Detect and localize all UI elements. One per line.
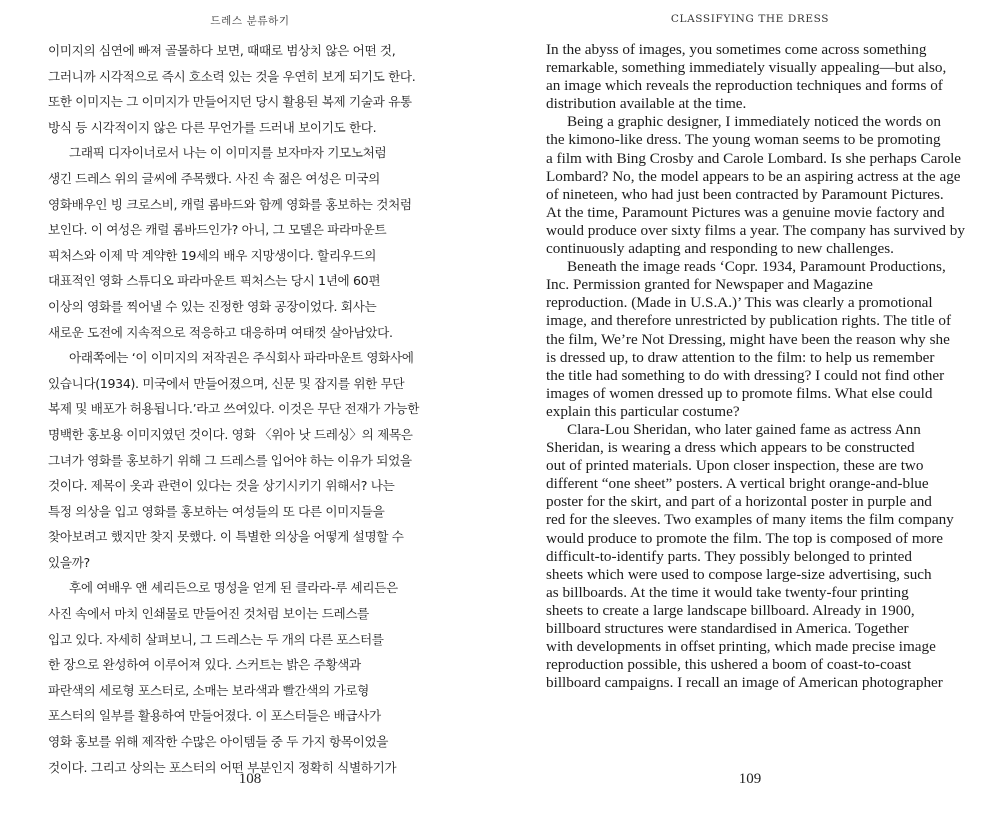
- text-line: as billboards. At the time it would take twenty-four printing: [546, 583, 909, 601]
- text-line: 영화 홍보를 위해 제작한 수많은 아이템들 중 두 가지 항목이었을: [48, 734, 389, 750]
- text-line: out of printed materials. Upon closer inspection, these are two: [546, 457, 924, 475]
- left-running-head: 드레스 분류하기: [210, 15, 290, 27]
- right-page-number: 109: [738, 771, 762, 787]
- text-line: 후에 여배우 앤 셰리든으로 명성을 얻게 된 클라라-루 셰리든은: [69, 580, 398, 596]
- text-line: 아래쪽에는 ‘이 이미지의 저작권은 주식회사 파라마운트 영화사에: [69, 350, 414, 366]
- left-page-number: 108: [238, 771, 262, 787]
- text-line: 있습니다(1934). 미국에서 만들어졌으며, 신문 및 잡지를 위한 무단: [48, 375, 405, 391]
- text-line: reproduction. (Made in U.S.A.)’ This was clearly a promotional: [546, 294, 933, 312]
- text-line: Inc. Permission granted for Newspaper and Magazine: [546, 276, 873, 294]
- text-line: of nineteen, who had just been contracted by Paramount Pictures.: [546, 185, 944, 203]
- text-line: image, and therefore unrestricted by publication rights. The title of: [546, 312, 952, 330]
- text-line: 방식 등 시각적이지 않은 다른 무언가를 드러내 보이기도 한다.: [48, 119, 377, 135]
- text-line: In the abyss of images, you sometimes come across something: [546, 41, 927, 58]
- text-line: 새로운 도전에 지속적으로 적응하고 대응하며 여태껏 살아남았다.: [48, 324, 393, 340]
- right-running-head: CLASSIFYING THE DRESS: [670, 13, 830, 25]
- text-line: 명백한 홍보용 이미지였던 것이다. 영화 〈위아 낫 드레싱〉의 제목은: [48, 426, 413, 442]
- text-line: 그러니까 시각적으로 즉시 호소력 있는 것을 우연히 보게 되기도 한다.: [48, 68, 416, 84]
- text-line: Beneath the image reads ‘Copr. 1934, Paramount Productions,: [567, 258, 946, 276]
- text-line: 포스터의 일부를 활용하여 만들어졌다. 이 포스터들은 배급사가: [48, 708, 381, 724]
- text-line: 또한 이미지는 그 이미지가 만들어지던 당시 활용된 복제 기술과 유통: [48, 94, 412, 110]
- text-line: 이상의 영화를 찍어낼 수 있는 진정한 영화 공장이었다. 회사는: [48, 298, 377, 314]
- text-line: distribution available at the time.: [546, 95, 747, 113]
- text-line: with developments in offset printing, which made precise image: [546, 638, 936, 656]
- text-line: 이미지의 심연에 빠져 골몰하다 보면, 때때로 범상치 않은 어떤 것,: [48, 43, 396, 58]
- text-line: 픽처스와 이제 막 계약한 19세의 배우 지망생이다. 할리우드의: [48, 247, 377, 263]
- text-line: explain this particular costume?: [546, 402, 740, 420]
- text-line: sheets to create a large landscape billboard. Already in 1900,: [546, 601, 915, 619]
- text-line: difficult-to-identify parts. They possibly belonged to printed: [546, 547, 912, 565]
- text-line: the kimono-like dress. The young woman seems to be promoting: [546, 131, 941, 149]
- text-line: 것이다. 제목이 옷과 관련이 있다는 것을 상기시키기 위해서? 나는: [48, 478, 395, 494]
- text-line: poster for the skirt, and part of a horizontal poster in purple and: [546, 493, 932, 511]
- text-line: continuously adapting and responding to new challenges.: [546, 240, 894, 258]
- text-line: the film, We’re Not Dressing, might have been the reason why she: [546, 330, 950, 348]
- text-line: billboard campaigns. I recall an image of American photographer: [546, 674, 943, 692]
- text-line: 사진 속에서 마치 인쇄물로 만들어진 것처럼 보이는 드레스를: [48, 606, 369, 622]
- text-line: would produce to promote the film. The top is composed of more: [546, 529, 944, 547]
- text-line: 입고 있다. 자세히 살펴보니, 그 드레스는 두 개의 다른 포스터를: [48, 631, 384, 647]
- text-line: is dressed up, to draw attention to the film: to help us remember: [546, 348, 935, 366]
- text-line: images of women dressed up to promote films. What else could: [546, 384, 933, 402]
- text-line: 있을까?: [48, 554, 90, 570]
- text-line: At the time, Paramount Pictures was a genuine movie factory and: [546, 203, 945, 221]
- text-line: 그녀가 영화를 홍보하기 위해 그 드레스를 입어야 하는 이유가 되었을: [48, 452, 412, 468]
- text-line: different “one sheet” posters. A vertical bright orange-and-blue: [546, 475, 929, 493]
- text-line: a film with Bing Crosby and Carole Lombard. Is she perhaps Carole: [546, 149, 962, 167]
- text-line: red for the sleeves. Two examples of many items the film company: [546, 511, 954, 529]
- text-line: reproduction possible, this ushered a boom of coast-to-coast: [546, 656, 912, 674]
- text-line: 대표적인 영화 스튜디오 파라마운트 픽처스는 당시 1년에 60편: [48, 273, 381, 289]
- text-line: 것이다. 그리고 상의는 포스터의 어떤 부분인지 정확히 식별하기가: [48, 759, 397, 775]
- korean-body-text: [48, 38, 468, 780]
- text-line: 생긴 드레스 위의 글씨에 주목했다. 사진 속 젊은 여성은 미국의: [48, 170, 380, 186]
- text-line: 한 장으로 완성하여 이루어져 있다. 스커트는 밝은 주황색과: [48, 657, 361, 673]
- text-line: 복제 및 배포가 허용됩니다.’라고 쓰여있다. 이것은 무단 전재가 가능한: [48, 401, 420, 417]
- text-line: sheets which were used to compose large-size advertising, such: [546, 565, 932, 583]
- text-line: Sheridan, is wearing a dress which appears to be constructed: [546, 439, 915, 457]
- text-line: Lombard? No, the model appears to be an aspiring actress at the age: [546, 167, 961, 185]
- text-line: an image which reveals the reproduction techniques and forms of: [546, 77, 943, 95]
- text-line: would produce over sixty films a year. The company has survived by: [546, 221, 965, 239]
- text-line: billboard structures were standardised in America. Together: [546, 620, 909, 637]
- text-line: 영화배우인 빙 크로스비, 캐럴 롬바드와 함께 영화를 홍보하는 것처럼: [48, 196, 412, 212]
- text-line: 그래픽 디자이너로서 나는 이 이미지를 보자마자 기모노처럼: [69, 145, 387, 161]
- text-line: 특정 의상을 입고 영화를 홍보하는 여성들의 또 다른 이미지들을: [48, 503, 385, 519]
- text-line: 찾아보려고 했지만 찾지 못했다. 이 특별한 의상을 어떻게 설명할 수: [48, 529, 404, 545]
- text-line: 파란색의 세로형 포스터로, 소매는 보라색과 빨간색의 가로형: [48, 682, 369, 698]
- text-line: Being a graphic designer, I immediately noticed the words on: [567, 113, 941, 131]
- text-line: remarkable, something immediately visually appealing—but also,: [546, 59, 947, 77]
- text-line: the title had something to do with dressing? I could not find other: [546, 366, 945, 384]
- english-body-text: [546, 41, 978, 692]
- text-line: 보인다. 이 여성은 캐럴 롬바드인가? 아니, 그 모델은 파라마운트: [48, 222, 387, 238]
- text-line: Clara-Lou Sheridan, who later gained fame as actress Ann: [567, 420, 921, 438]
